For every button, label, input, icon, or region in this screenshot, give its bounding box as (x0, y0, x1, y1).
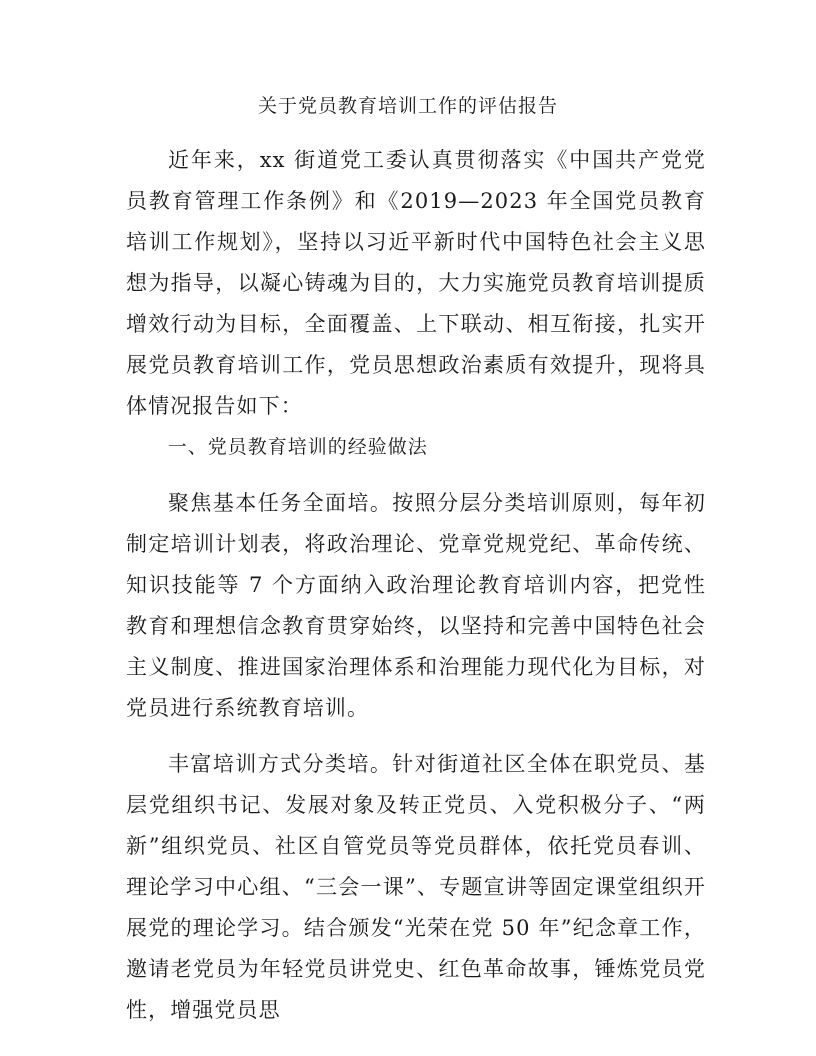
intro-paragraph: 近年来，xx 街道党工委认真贯彻落实《中国共产党党员教育管理工作条例》和《2019—2023 年全国党员教育培训工作规划》，坚持以习近平新时代中国特色社会主义思想为指导，以凝心铸魂为目的，大力实施党员教育培训提质增效行动为目标，全面覆盖、上下联动、相互衔接，扎实开展党员教育培训工作，党员思想政治素质有效提升，现将具体情况报告如下： (126, 148, 706, 418)
document-body (126, 140, 706, 1031)
section-paragraph-1: 聚焦基本任务全面培。按照分层分类培训原则，每年初制定培训计划表，将政治理论、党章党规党纪、革命传统、知识技能等 7 个方面纳入政治理论教育培训内容，把党性教育和理想信念教育贯穿始终，以坚持和完善中国特色社会主义制度、推进国家治理体系和治理能力现代化为目标，对党员进行系统教育培训。 (126, 491, 706, 720)
section-heading: 一、党员教育培训的经验做法 (167, 436, 428, 458)
document-title: 关于党员教育培训工作的评估报告 (257, 95, 558, 117)
section-paragraph-2: 丰富培训方式分类培。针对街道社区全体在职党员、基层党组织书记、发展对象及转正党员、入党积极分子、“两新”组织党员、社区自管党员等党员群体，依托党员春训、理论学习中心组、“三会一课”、专题宣讲等固定课堂组织开展党的理论学习。结合颁发“光荣在党 50 年”纪念章工作，邀请老党员为年轻党员讲党史、红色革命故事，锤炼党员党性，增强党员思 (126, 752, 706, 1022)
